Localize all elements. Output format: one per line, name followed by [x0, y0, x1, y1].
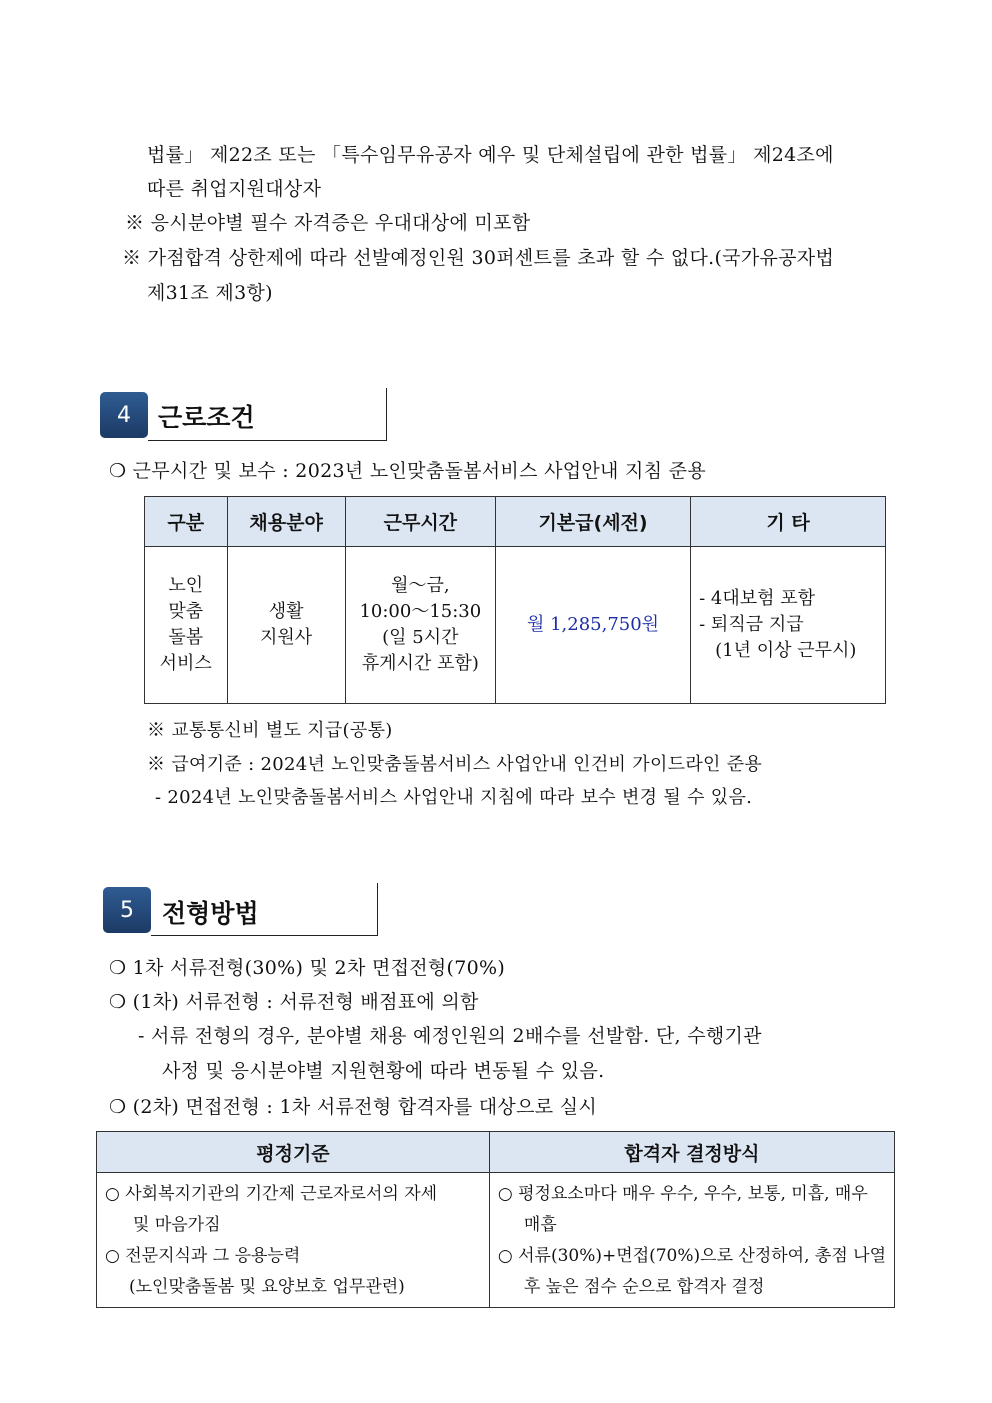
bullet-line: ❍ 1차 서류전형(30%) 및 2차 면접전형(70%) — [109, 957, 506, 979]
table-row — [145, 547, 886, 704]
table-cell-criteria: ○ 사회복지기관의 기간제 근로자로서의 자세 및 마음가짐 ○ 전문지식과 그 응용능력 (노인맞춤돌봄 및 요양보호 업무관련) — [97, 1173, 490, 1308]
note-line: ※ 가점합격 상한제에 따라 선발예정인원 30퍼센트를 초과 할 수 없다.(국가유공자법 — [122, 247, 835, 269]
table-header: 근무시간 — [345, 497, 495, 547]
note-line: - 2024년 노인맞춤돌봄서비스 사업안내 지침에 따라 보수 변경 될 수 있음. — [155, 787, 753, 808]
bullet-line: ❍ (1차) 서류전형 : 서류전형 배점표에 의함 — [109, 991, 479, 1013]
section-title: 근로조건 — [158, 403, 255, 432]
sub-line: - 서류 전형의 경우, 분야별 채용 예정인원의 2배수를 선발함. 단, 수행기관 — [138, 1025, 762, 1047]
table-header: 평정기준 — [97, 1132, 490, 1173]
table-cell-etc: - 4대보험 포함 - 퇴직금 지급 (1년 이상 근무시) — [691, 547, 886, 704]
bullet-line: ❍ (2차) 면접전형 : 1차 서류전형 합격자를 대상으로 실시 — [109, 1096, 598, 1118]
interview-criteria-table — [96, 1131, 895, 1308]
note-line: ※ 교통통신비 별도 지급(공통) — [147, 720, 393, 741]
table-header: 기본급(세전) — [495, 497, 690, 547]
sub-line: 사정 및 응시분야별 지원현황에 따라 변동될 수 있음. — [162, 1060, 605, 1082]
text-line: 법률」 제22조 또는 「특수임무유공자 예우 및 단체설립에 관한 법률」 제24조에 — [147, 144, 834, 166]
table-cell-salary: 월 1,285,750원 — [495, 547, 690, 704]
note-line: 제31조 제3항) — [147, 282, 273, 304]
bullet-line: ❍ 근무시간 및 보수 : 2023년 노인맞춤돌봄서비스 사업안내 지침 준용 — [109, 460, 706, 482]
table-header: 구분 — [145, 497, 228, 547]
section-number-badge: 5 — [103, 887, 151, 933]
table-cell-category: 노인 맞춤 돌봄 서비스 — [145, 547, 228, 704]
table-header: 채용분야 — [227, 497, 345, 547]
section-number-badge: 4 — [100, 392, 148, 438]
section-title: 전형방법 — [162, 899, 259, 928]
table-cell-hours: 월～금, 10:00～15:30 (일 5시간 휴게시간 포함) — [345, 547, 495, 704]
table-cell-field: 생활 지원사 — [227, 547, 345, 704]
work-conditions-table — [144, 496, 886, 704]
note-line: ※ 급여기준 : 2024년 노인맞춤돌봄서비스 사업안내 인건비 가이드라인 준용 — [147, 754, 763, 775]
table-header: 합격자 결정방식 — [489, 1132, 894, 1173]
table-row — [97, 1173, 895, 1308]
note-line: ※ 응시분야별 필수 자격증은 우대대상에 미포함 — [125, 212, 531, 234]
text-line: 따른 취업지원대상자 — [147, 178, 322, 200]
table-header: 기 타 — [691, 497, 886, 547]
table-cell-decision: ○ 평정요소마다 매우 우수, 우수, 보통, 미흡, 매우 매흡 ○ 서류(30%)+면접(70%)으로 산정하여, 총점 나열 후 높은 점수 순으로 합격자 결정 — [489, 1173, 894, 1308]
